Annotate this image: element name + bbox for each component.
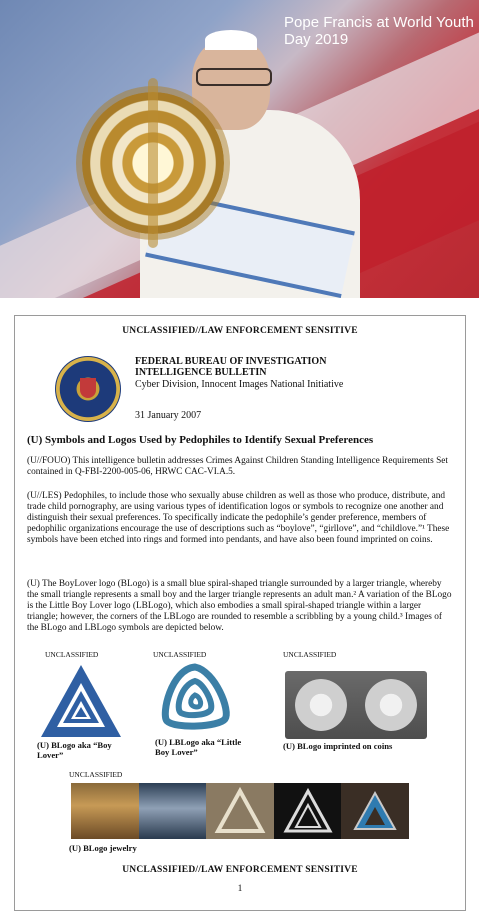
coin-icon — [295, 679, 347, 731]
paragraph: (U//LES) Pedophiles, to include those who sexually abuse children as well as those who produce, distribute, and trade child pornography, are using various types of identification logos or symbols to recognize one another and distinguish their sexual preferences. To specifically indicate the pedophile’s gender preference, members of pedophilic organizations encourage the use of descriptions such as “boylove”, “girllove”, and “childlove.”¹ These symbols have been etched into rings and formed into pendants, and have also been found imprinted on coins. — [27, 491, 450, 545]
triangle-pendant-icon — [206, 783, 274, 839]
figure-unclassified-mark: UNCLASSIFIED — [69, 770, 123, 779]
division: Cyber Division, Innocent Images National Initiative — [135, 379, 344, 390]
fbi-bulletin-page — [14, 315, 466, 911]
paragraph: (U) The BoyLover logo (BLogo) is a small blue spiral-shaped triangle surrounded by a larger triangle, whereby the small triangle represents a small boy and the larger triangle represents an adult man.² A variation of the BLogo is the Little Boy Lover logo (LBLogo), which also embodies a small spiral-shaped triangle within a larger triangle; however, the corners of the LBLogo are rounded to resemble a scribbling by a young child.³ Images of the BLogo and LBLogo symbols are depicted below. — [27, 579, 452, 633]
jewelry-icon — [274, 783, 342, 839]
white-cap — [205, 30, 257, 50]
agency-line: FEDERAL BUREAU OF INVESTIGATION — [135, 356, 327, 367]
jewelry-icon — [206, 783, 274, 839]
figure-unclassified-mark: UNCLASSIFIED — [283, 650, 337, 659]
coin-icon — [365, 679, 417, 731]
bulletin-line: INTELLIGENCE BULLETIN — [135, 367, 267, 378]
jewelry-icon — [71, 783, 139, 839]
figure-unclassified-mark: UNCLASSIFIED — [153, 650, 207, 659]
coins-photo — [285, 671, 427, 739]
jewelry-caption: (U) BLogo jewelry — [69, 843, 137, 853]
photo-caption: Pope Francis at World Youth Day 2019 — [284, 14, 474, 48]
jewelry-icon — [139, 783, 207, 839]
monstrance-icon — [82, 92, 224, 234]
paragraph: (U//FOUO) This intelligence bulletin addresses Crimes Against Children Standing Intelligence Requirements Set contained in Q-FBI-2200-005-06, HRWC CAC-VI.A.5. — [27, 456, 448, 477]
bulletin-date: 31 January 2007 — [135, 410, 202, 421]
lblogo-icon — [155, 661, 235, 733]
photo-banner — [0, 0, 479, 298]
page-number: 1 — [237, 884, 243, 894]
lblogo-caption: (U) LBLogo aka “Little Boy Lover” — [155, 737, 242, 757]
fbi-seal-icon — [55, 356, 121, 422]
agency-name — [135, 356, 326, 378]
classification-footer: UNCLASSIFIED//LAW ENFORCEMENT SENSITIVE — [122, 865, 358, 875]
classification-header: UNCLASSIFIED//LAW ENFORCEMENT SENSITIVE — [122, 326, 358, 336]
jewelry-icon — [341, 783, 409, 839]
jewelry-photos — [71, 783, 409, 839]
triangle-pendant-icon — [341, 783, 409, 839]
eyeglasses — [196, 68, 272, 86]
triangle-pendant-icon — [274, 783, 342, 839]
figure-unclassified-mark: UNCLASSIFIED — [45, 650, 99, 659]
coins-caption: (U) BLogo imprinted on coins — [283, 741, 393, 751]
blogo-caption: (U) BLogo aka “Boy Lover” — [37, 740, 112, 760]
blogo-icon — [39, 663, 123, 739]
bulletin-title: (U) Symbols and Logos Used by Pedophiles to Identify Sexual Preferences — [27, 434, 374, 446]
